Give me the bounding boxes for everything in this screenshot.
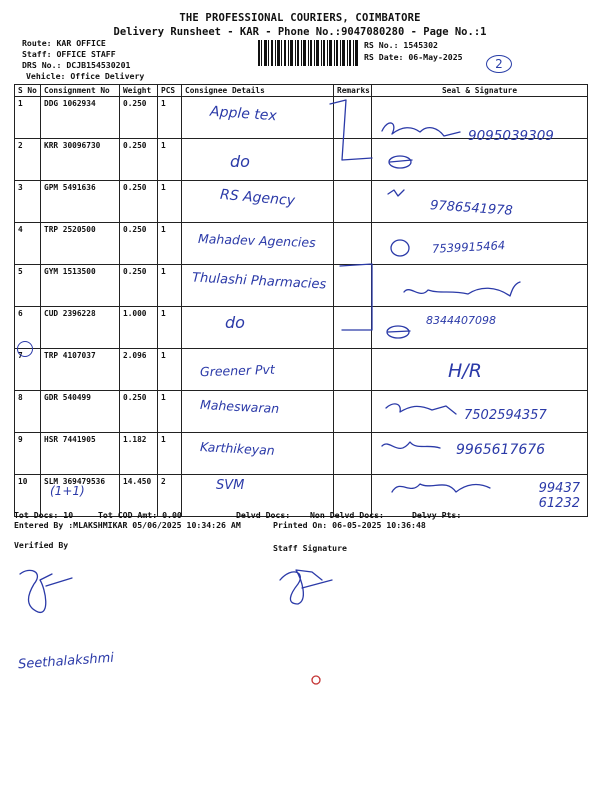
verified-signature [20,570,52,612]
bracket-row-5-6 [340,264,372,330]
col-remarks: Remarks [334,85,372,97]
table-row: 6 CUD 2396228 1.000 1 [15,307,588,349]
col-signature: Seal & Signature [372,85,588,97]
signature-row-1 [382,123,460,136]
non-delivered-docs: Non Delvd Docs: [310,510,384,520]
table-row: 3 GPM 5491636 0.250 1 [15,181,588,223]
hw-consignee-5: Thulashi Pharmacies [191,270,327,293]
circled-initial-row-4 [391,240,409,256]
entered-by: Entered By :MLAKSHMIKAR 05/06/2025 10:34:26 AM [14,520,241,530]
hw-consignee-2: do [230,152,250,171]
col-weight: Weight [120,85,158,97]
hw-consignee-10: SVM [216,478,245,493]
hw-sign-hr-7: H/R [448,360,482,382]
hw-consignee-7: Greener Pvt [199,361,276,380]
total-docs: Tot Docs: 10 [14,510,74,520]
hw-sign-phone-6: 8344407098 [426,314,496,327]
printed-on: Printed On: 06-05-2025 10:36:48 [273,520,426,530]
table-row: 1 DDG 1062934 0.250 1 [15,97,588,139]
company-title: THE PROFESSIONAL COURIERS, COIMBATORE [179,12,421,24]
signature-row-10 [392,484,490,492]
table-row: 8 GDR 540499 0.250 1 [15,391,588,433]
hw-consignee-3: RS Agency [219,186,296,210]
hw-verifier-name: Seethalakshmi [17,650,115,673]
total-cod: Tot COD Amt: 0.00 [98,510,182,520]
signature-row-8 [386,404,456,414]
initials-row-3 [388,190,404,196]
hw-consignee-6: do [225,313,245,332]
red-mark [312,676,320,684]
circled-page-note: 2 [486,55,512,73]
vehicle-label: Vehicle: Office Delivery [26,71,145,81]
signature-row-9 [382,442,440,448]
rs-number: RS No.: 1545302 [364,40,438,50]
verified-by-label: Verified By [14,540,69,550]
runsheet-title: Delivery Runsheet - KAR - Phone No.:9047080280 - Page No.:1 [113,26,487,38]
col-consignment: Consignment No [41,85,120,97]
table-row: 4 TRP 2520500 0.250 1 [15,223,588,265]
hw-sign-phone-4: 7539915464 [431,238,506,256]
hw-sign-phone-10: 99437 61232 [538,481,580,511]
rs-date: RS Date: 06-May-2025 [364,52,463,62]
signature-row-5 [404,282,520,296]
table-row: 9 HSR 7441905 1.182 1 [15,433,588,475]
hw-sign-phone-9: 9965617676 [456,442,546,458]
col-sno: S No [15,85,41,97]
hw-sign-phone-8: 7502594357 [464,408,547,423]
table-row: 2 KRR 30096730 0.250 1 [15,139,588,181]
hw-consignee-4: Mahadev Agencies [197,230,316,251]
table-row: 10 SLM 369479536 14.450 2 [15,475,588,517]
table-row: 5 GYM 1513500 0.250 1 [15,265,588,307]
delivery-points: Delvy Pts: [412,510,462,520]
staff-signature-scribble [280,570,322,604]
route-label: Route: KAR OFFICE [22,38,106,48]
hw-sign-phone-3: 9786541978 [429,198,514,219]
delivered-docs: Delvd Docs: [236,510,291,520]
bracket-row-1-2 [330,100,372,160]
staff-label: Staff: OFFICE STAFF [22,49,116,59]
hw-consignee-8: Maheswaran [199,396,280,417]
drs-label: DRS No.: DCJB154530201 [22,60,131,70]
hw-consignee-1: Apple tex [209,103,278,125]
table-row: 7 TRP 4107037 2.096 1 [15,349,588,391]
col-consignee: Consignee Details [182,85,334,97]
col-pcs: PCS [158,85,182,97]
hw-consignee-9: Karthikeyan [199,439,276,458]
staff-signature-label: Staff Signature [273,543,347,553]
hw-sign-phone-1: 9095039309 [468,128,554,144]
hw-pieces-note: (1+1) [50,484,85,498]
